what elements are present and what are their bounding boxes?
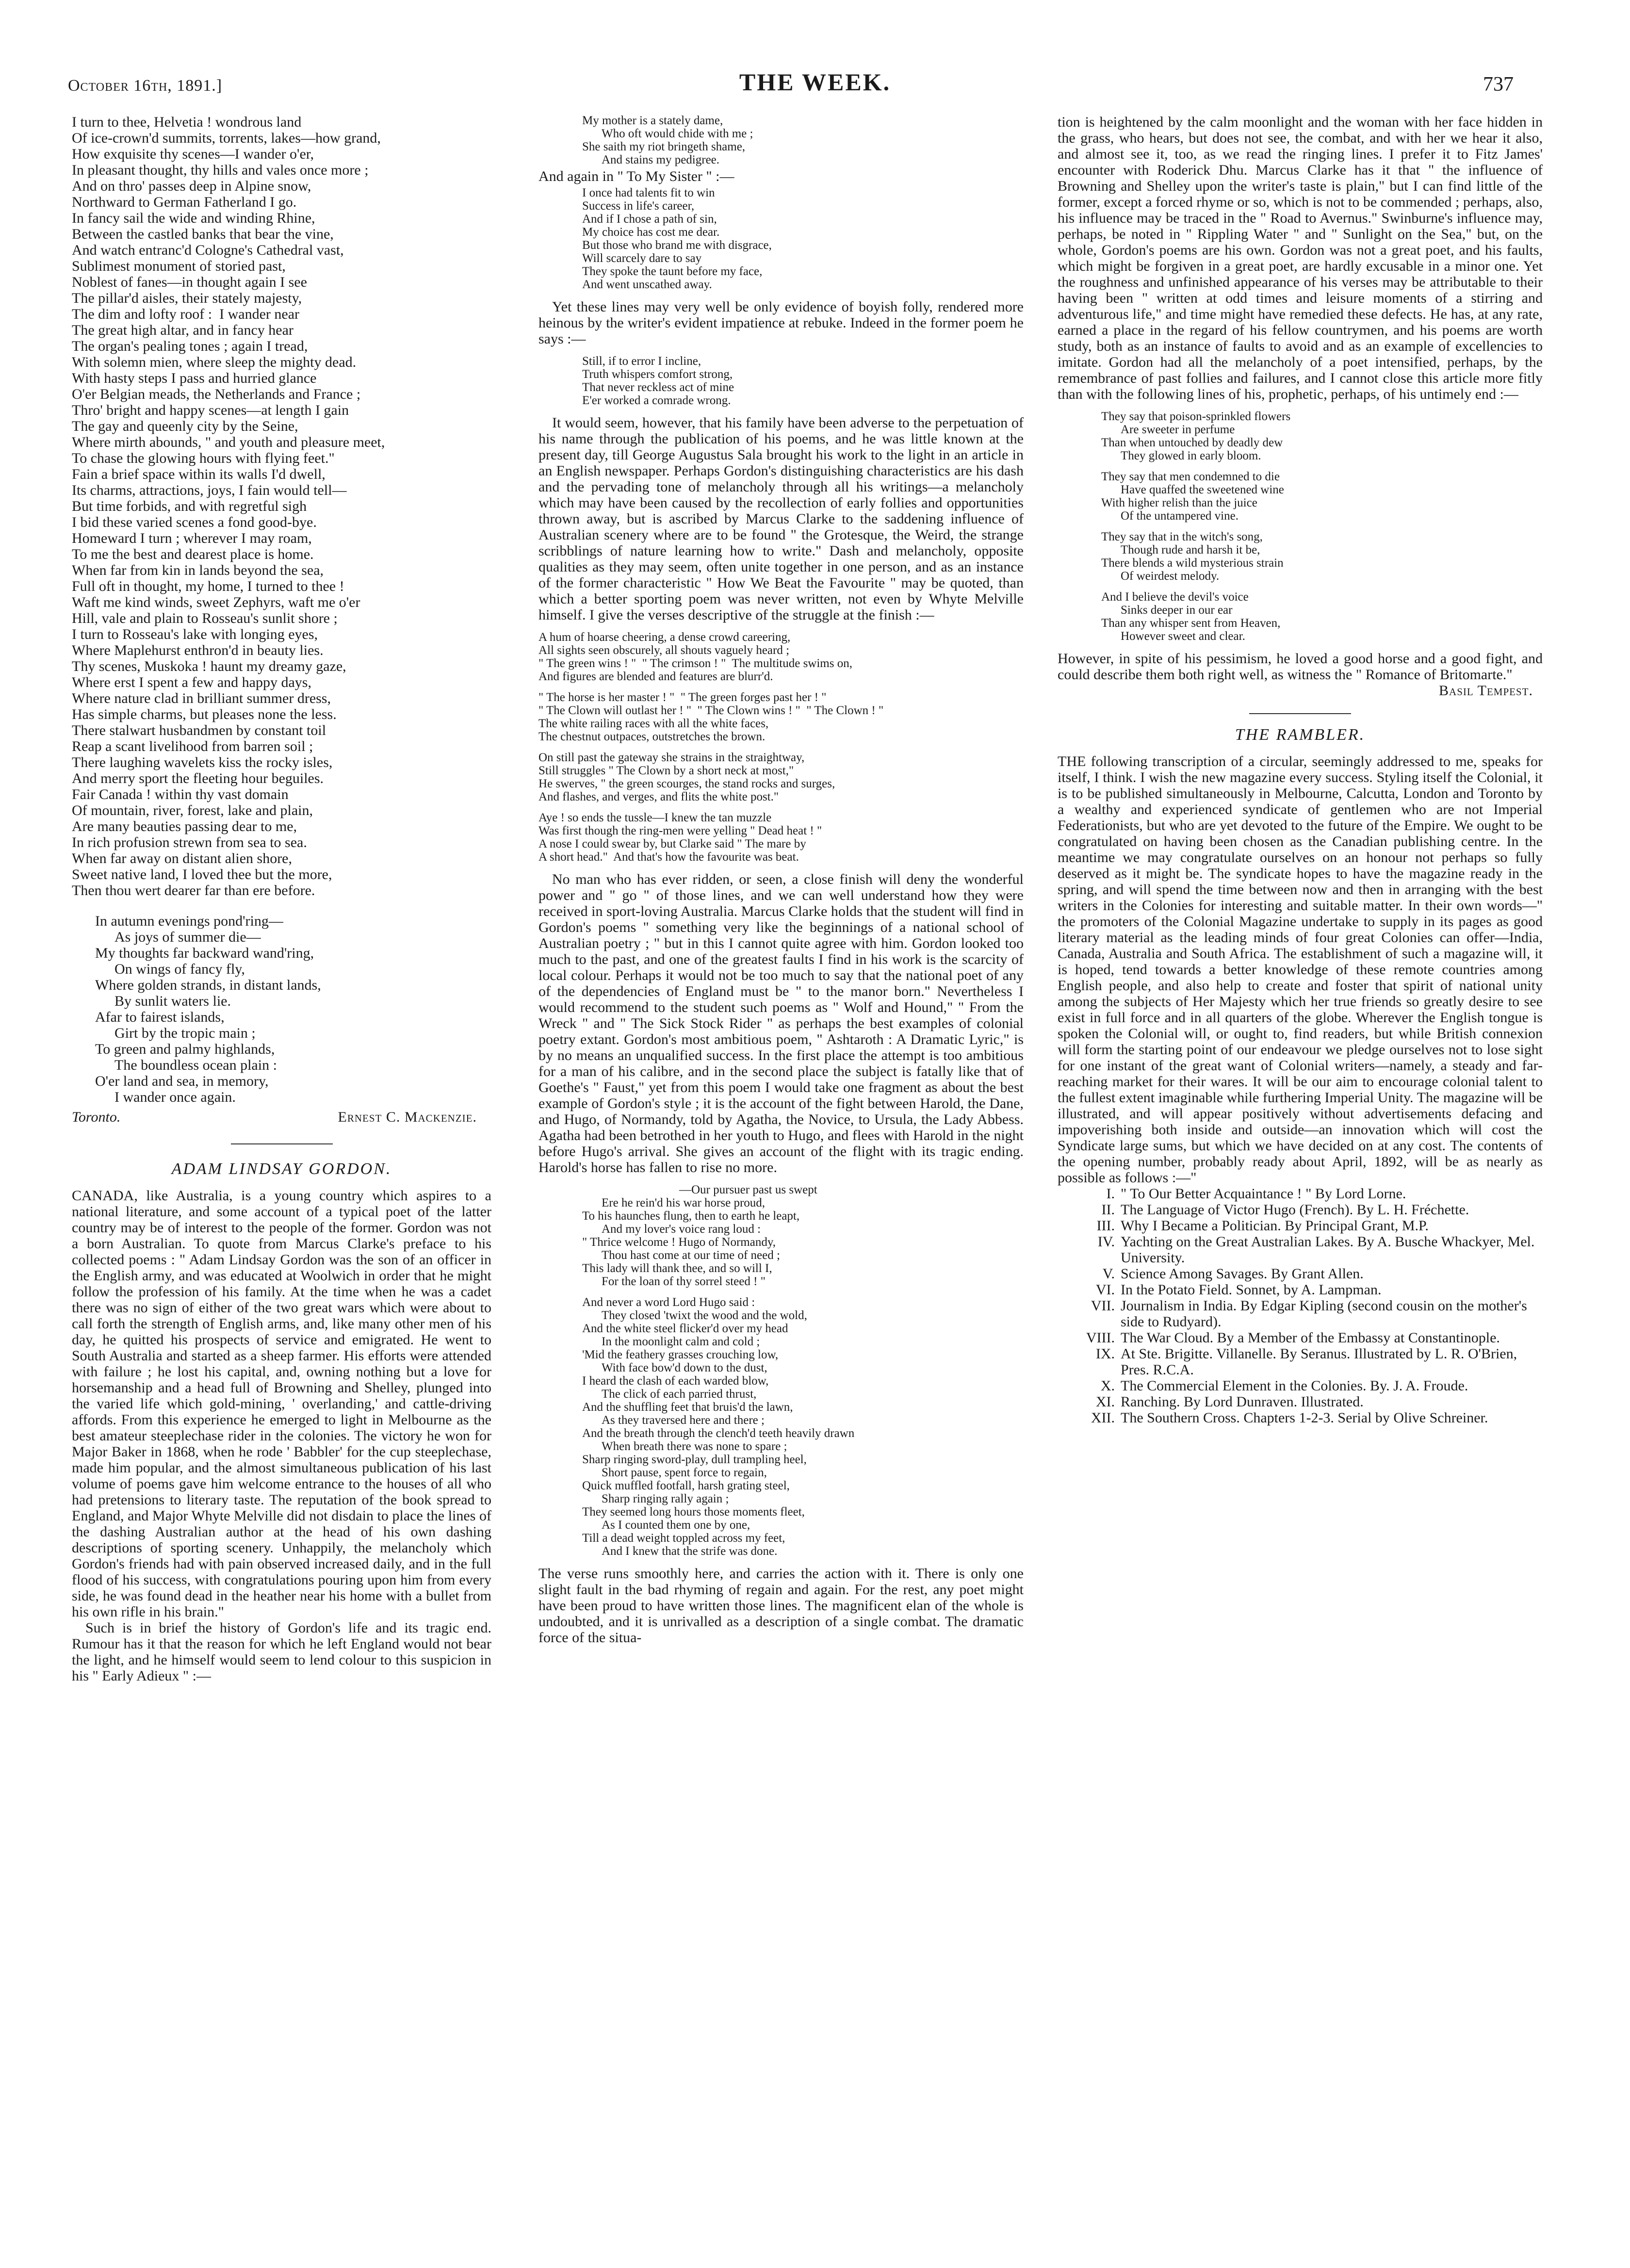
verse-line: Sublimest monument of storied past, <box>72 258 286 274</box>
verse-line: Though rude and harsh it be, <box>1121 543 1260 556</box>
verse-line: They say that poison-sprinkled flowers <box>1101 410 1291 423</box>
verse-line: With hasty steps I pass and hurried glance <box>72 370 317 386</box>
contents-text: Journalism in India. By Edgar Kipling (second cousin on the mother's side to Rudyard). <box>1121 1298 1527 1330</box>
verse-line: O'er Belgian meads, the Netherlands and France ; <box>72 386 361 402</box>
verse-line: By sunlit waters lie. <box>114 993 231 1009</box>
gordon-paragraph-1: CANADA, like Australia, is a young country which aspires to a national literature, and some account of a typical poet of the latter country may be of interest to the people of the former. Gordon was not a born Australian. To quote from Marcus Clarke's preface to his collected poems : " Adam Lindsay Gordon was the son of an officer in the English army, and was educated at Woolwich in order that he might follow the profession of his family. At the time when he was a cadet there was no sign of either of the two great wars which were about to call forth the strength of English arms, and, like many other men of his day, he quitted his prospects of service and emigrated. He went to South Australia and started as a sheep farmer. His efforts were attended with failure ; he lost his capital, and, owning nothing but a love for horsemanship and a head full of Browning and Shelley, plunged into the varied life which gold-mining, ' overlanding,' and cattle-driving affords. From this experience he emerged to light in Melbourne as the best amateur steeplechase rider in the colonies. The victory he won for Major Baker in 1868, when he rode ' Babbler' for the cup steeplechase, made him popular, and the almost simultaneous publication of his last volume of poems gave him welcome entrance to the houses of all who had pretensions to literary taste. The reputation of the book spread to England, and Major Whyte Melville did not disdain to place the lines of the dashing Australian author at the head of his own dashing descriptions of sporting scenery. Unhappily, the melancholy which Gordon's friends had with pain observed increased daily, and in the full flood of his success, with congratulations pouring upon him from every side, he was found dead in the heather near his home with a bullet from his own rifle in his brain." <box>72 1188 491 1620</box>
verse-line: " Thrice welcome ! Hugo of Normandy, <box>582 1236 776 1249</box>
verse-line: Has simple charms, but pleases none the less. <box>72 706 337 722</box>
verse-line: And the shuffling feet that bruis'd the lawn, <box>582 1401 793 1414</box>
contents-number: VII. <box>1091 1298 1115 1314</box>
verse-line: Homeward I turn ; wherever I may roam, <box>72 530 312 546</box>
verse-line: Of weirdest melody. <box>1121 570 1220 583</box>
verse-line: This lady will thank thee, and so will I, <box>582 1262 772 1275</box>
verse-line: And stains my pedigree. <box>602 153 720 166</box>
column-2 <box>538 114 1024 1646</box>
verse-line: With higher relish than the juice <box>1101 496 1257 509</box>
poem-stanza-2 <box>72 913 491 1105</box>
poem-author: Ernest C. Mackenzie. <box>338 1109 477 1125</box>
contents-number: VI. <box>1095 1282 1115 1298</box>
gordon-paragraph-2: Such is in brief the history of Gordon's life and its tragic end. Rumour has it that the reason for which he left England would not bear the light, and he himself would seem to lend colour to this suspicion in his " Early Adieux " :— <box>72 1620 491 1684</box>
verse-line: I turn to thee, Helvetia ! wondrous land <box>72 114 302 130</box>
verse-line: As joys of summer die— <box>114 929 261 945</box>
verse-line: In pleasant thought, thy hills and vales once more ; <box>72 162 369 178</box>
contents-text: " To Our Better Acquaintance ! " By Lord Lorne. <box>1121 1186 1406 1202</box>
contents-text: At Ste. Brigitte. Villanelle. By Seranus. Illustrated by L. R. O'Brien, Pres. R.C.A. <box>1121 1346 1517 1378</box>
verse-line: I wander once again. <box>114 1089 236 1105</box>
quote-flowers-4 <box>1058 590 1543 643</box>
gordon-paragraph-5: No man who has ever ridden, or seen, a close finish will deny the wonderful power and " go " of those lines, and we can well understand how they were received in sport-loving Australia. Marcus Clarke holds that the student will find in Gordon's poems " something very like the beginnings of a national school of Australian poetry ; " but in this I cannot quite agree with him. Gordon looked too much to the past, and one of the greatest faults I find in his work is the scarcity of local colour. Perhaps it would not be too much to say that the national poet of any of the dependencies of England must be " to the manor born." Nevertheless I would recommend to the student such poems as " Wolf and Hound," " From the Wreck " and " The Sick Stock Rider " as perhaps the best examples of colonial poetry extant. Gordon's most ambitious poem, " Ashtaroth : A Dramatic Lyric," is by no means an unqualified success. In the first place the attempt is too ambitious for a man of his calibre, and in the second place the subject is fatally like that of Goethe's " Faust," yet from this poem I would take one fragment as about the best example of Gordon's style ; it is the account of the fight between Harold, the Dane, and Hugo, of Normandy, told by Agatha, the Novice, to Ursula, the Lady Abbess. Agatha had been betrothed in her youth to Hugo, and flees with Harold in the night before Hugo's arrival. She gives an account of the flight with its tragic ending. Harold's horse has fallen to rise no more. <box>538 871 1024 1175</box>
verse-line: Of the untampered vine. <box>1121 509 1239 522</box>
verse-line: And my lover's voice rang loud : <box>602 1223 761 1236</box>
verse-line: All sights seen obscurely, all shouts vaguely heard ; <box>538 644 790 657</box>
verse-line: My thoughts far backward wand'ring, <box>95 945 314 961</box>
verse-line: And I believe the devil's voice <box>1101 590 1249 604</box>
verse-line: The chestnut outpaces, outstretches the brown. <box>538 730 766 743</box>
verse-line: And if I chose a path of sin, <box>582 212 717 226</box>
verse-line: Success in life's career, <box>582 199 695 212</box>
verse-line: O'er land and sea, in memory, <box>95 1073 269 1089</box>
verse-line: As I counted them one by one, <box>602 1518 750 1532</box>
contents-item <box>1058 1394 1543 1410</box>
verse-line: I once had talents fit to win <box>582 186 715 199</box>
gordon-author: Basil Tempest. <box>1439 683 1533 699</box>
verse-line: Sweet native land, I loved thee but the more, <box>72 866 332 882</box>
contents-list <box>1058 1186 1543 1426</box>
verse-line: In the moonlight calm and cold ; <box>602 1335 760 1348</box>
contents-item <box>1058 1266 1543 1282</box>
verse-line: Of mountain, river, forest, lake and plain, <box>72 802 313 818</box>
verse-line: There blends a wild mysterious strain <box>1101 556 1284 570</box>
contents-item <box>1058 1330 1543 1346</box>
section-divider-2 <box>1249 713 1351 714</box>
verse-line: Truth whispers comfort strong, <box>582 368 733 381</box>
verse-line: Afar to fairest islands, <box>95 1009 225 1025</box>
verse-line: Till a dead weight toppled across my feet, <box>582 1532 785 1545</box>
verse-line: Thro' bright and happy scenes—at length I gain <box>72 402 349 418</box>
verse-line: " The horse is her master ! " " The green forges past her ! " <box>538 691 827 704</box>
verse-line: Then thou wert dearer far than ere before. <box>72 882 315 898</box>
verse-line: A short head." And that's how the favourite was beat. <box>538 850 799 864</box>
verse-line: To green and palmy highlands, <box>95 1041 275 1057</box>
verse-line: A hum of hoarse cheering, a dense crowd careering, <box>538 631 791 644</box>
verse-line: Who oft would chide with me ; <box>602 127 753 140</box>
verse-line: There laughing wavelets kiss the rocky isles, <box>72 754 333 770</box>
verse-line: The organ's pealing tones ; again I tread, <box>72 338 308 354</box>
verse-line: For the loan of thy sorrel steed ! " <box>602 1275 766 1288</box>
verse-line: Sharp ringing rally again ; <box>602 1492 729 1505</box>
gordon-heading: ADAM LINDSAY GORDON. <box>171 1160 392 1178</box>
quote-early-adieux <box>538 114 1024 166</box>
contents-item <box>1058 1298 1543 1330</box>
verse-line: And merry sport the fleeting hour beguiles. <box>72 770 324 786</box>
verse-line: Are many beauties passing dear to me, <box>72 818 297 834</box>
verse-line: Still struggles " The Clown by a short neck at most," <box>538 764 794 777</box>
verse-line: But those who brand me with disgrace, <box>582 239 772 252</box>
verse-line: The great high altar, and in fancy hear <box>72 322 293 338</box>
verse-line: Still, if to error I incline, <box>582 355 701 368</box>
verse-line: Its charms, attractions, joys, I fain would tell— <box>72 482 347 498</box>
verse-line: 'Mid the feathery grasses crouching low, <box>582 1348 779 1361</box>
verse-line: On wings of fancy fly, <box>114 961 245 977</box>
verse-line: " The green wins ! " " The crimson ! " The multitude swims on, <box>538 657 852 670</box>
verse-line: Than any whisper sent from Heaven, <box>1101 617 1281 630</box>
verse-line: But time forbids, and with regretful sigh <box>72 498 307 514</box>
column-1 <box>72 114 491 1684</box>
contents-number: V. <box>1102 1266 1115 1282</box>
contents-number: X. <box>1100 1378 1115 1394</box>
verse-line: Thou hast come at our time of need ; <box>602 1249 780 1262</box>
verse-line: On still past the gateway she strains in the straightway, <box>538 751 805 764</box>
verse-line: Thy scenes, Muskoka ! haunt my dreamy gaze, <box>72 658 346 674</box>
verse-line: They seemed long hours those moments fleet, <box>582 1505 805 1518</box>
quote-flowers-3 <box>1058 530 1543 583</box>
quote-ashtaroth-1 <box>538 1183 1024 1288</box>
verse-line: And I knew that the strife was done. <box>602 1545 778 1558</box>
verse-line: She saith my riot bringeth shame, <box>582 140 746 153</box>
verse-line: Full oft in thought, my home, I turned to thee ! <box>72 578 344 594</box>
gordon-paragraph-7: However, in spite of his pessimism, he loved a good horse and a good fight, and could describe them both right well, as witness the " Romance of Britomarte." <box>1058 651 1543 683</box>
verse-line: And watch entranc'd Cologne's Cathedral vast, <box>72 242 344 258</box>
verse-line: The boundless ocean plain : <box>114 1057 277 1073</box>
gordon-paragraph-3: Yet these lines may very well be only evidence of boyish folly, rendered more heinous by the writer's evident impatience at rebuke. Indeed in the former poem he says :— <box>538 299 1024 347</box>
contents-number: IX. <box>1095 1346 1115 1362</box>
poem-place: Toronto. <box>72 1109 121 1125</box>
quote-comrade <box>538 355 1024 407</box>
verse-line: Are sweeter in perfume <box>1121 423 1235 436</box>
verse-line: Short pause, spent force to regain, <box>602 1466 767 1479</box>
verse-line: That never reckless act of mine <box>582 381 734 394</box>
issue-date: October 16th, 1891.] <box>68 77 223 95</box>
verse-line: In rich profusion strewn from sea to sea. <box>72 834 307 850</box>
verse-line: They glowed in early bloom. <box>1121 449 1261 462</box>
verse-line: Where golden strands, in distant lands, <box>95 977 321 993</box>
verse-line: With face bow'd down to the dust, <box>602 1361 767 1374</box>
verse-line: And the breath through the clench'd teeth heavily drawn <box>582 1427 855 1440</box>
verse-line: When far from kin in lands beyond the sea, <box>72 562 324 578</box>
verse-line: The pillar'd aisles, their stately majesty, <box>72 290 302 306</box>
gordon-paragraph-6: The verse runs smoothly here, and carries the action with it. There is only one slight fault in the bad rhyming of regain and again. For the rest, any poet might have been proud to have written those lines. The magnificent elan of the whole is undoubted, and it is unrivalled as a description of a single combat. The dramatic force of the situa- <box>538 1566 1024 1646</box>
verse-line: And never a word Lord Hugo said : <box>582 1296 755 1309</box>
contents-item <box>1058 1346 1543 1378</box>
contents-number: I. <box>1106 1186 1115 1202</box>
verse-line: However sweet and clear. <box>1121 630 1245 643</box>
contents-text: The Commercial Element in the Colonies. By. J. A. Froude. <box>1121 1378 1468 1394</box>
verse-line: Hill, vale and plain to Rosseau's sunlit shore ; <box>72 610 338 626</box>
contents-number: III. <box>1096 1218 1115 1234</box>
verse-line: Where Maplehurst enthron'd in beauty lies. <box>72 642 324 658</box>
verse-line: Sinks deeper in our ear <box>1121 604 1233 617</box>
verse-line: My choice has cost me dear. <box>582 226 720 239</box>
verse-line: And flashes, and verges, and flits the white post." <box>538 790 779 803</box>
contents-item <box>1058 1378 1543 1394</box>
verse-line: Where nature clad in brilliant summer dress, <box>72 690 331 706</box>
contents-text: The Southern Cross. Chapters 1-2-3. Serial by Olive Schreiner. <box>1121 1410 1488 1426</box>
quote-to-my-sister <box>538 186 1024 291</box>
verse-line: They say that men condemned to die <box>1101 470 1280 483</box>
verse-line: They spoke the taunt before my face, <box>582 265 763 278</box>
verse-line: My mother is a stately dame, <box>582 114 723 127</box>
verse-line: Where mirth abounds, " and youth and pleasure meet, <box>72 434 385 450</box>
verse-line: In autumn evenings pond'ring— <box>95 913 283 929</box>
verse-line: Fain a brief space within its walls I'd dwell, <box>72 466 326 482</box>
verse-line: He swerves, " the green scourges, the stand rocks and surges, <box>538 777 835 790</box>
verse-line: I heard the clash of each warded blow, <box>582 1374 769 1387</box>
contents-number: XI. <box>1095 1394 1115 1410</box>
verse-line: Where erst I spent a few and happy days, <box>72 674 311 690</box>
verse-line: Aye ! so ends the tussle—I knew the tan muzzle <box>538 811 772 824</box>
contents-text: The Language of Victor Hugo (French). By L. H. Fréchette. <box>1121 1202 1469 1218</box>
verse-line: They say that in the witch's song, <box>1101 530 1263 543</box>
verse-line: Noblest of fanes—in thought again I see <box>72 274 307 290</box>
verse-line: Than when untouched by deadly dew <box>1101 436 1283 449</box>
verse-line: Will scarcely dare to say <box>582 252 702 265</box>
verse-line: The dim and lofty roof : I wander near <box>72 306 299 322</box>
masthead-title: THE WEEK. <box>739 68 891 96</box>
contents-number: IV. <box>1097 1234 1115 1250</box>
quote-flowers-2 <box>1058 470 1543 522</box>
verse-line: The gay and queenly city by the Seine, <box>72 418 298 434</box>
verse-line: Waft me kind winds, sweet Zephyrs, waft me o'er <box>72 594 360 610</box>
contents-text: Ranching. By Lord Dunraven. Illustrated. <box>1121 1394 1364 1410</box>
verse-line: As they traversed here and there ; <box>602 1414 765 1427</box>
quote-favourite-1 <box>538 631 1024 683</box>
contents-item <box>1058 1234 1543 1266</box>
verse-line: And went unscathed away. <box>582 278 712 291</box>
contents-text: The War Cloud. By a Member of the Embassy at Constantinople. <box>1121 1330 1500 1346</box>
column-3 <box>1058 114 1543 1426</box>
contents-text: In the Potato Field. Sonnet, by A. Lampman. <box>1121 1282 1382 1298</box>
quote-flowers-1 <box>1058 410 1543 462</box>
verse-line: The click of each parried thrust, <box>602 1387 757 1401</box>
verse-line: Between the castled banks that bear the vine, <box>72 226 334 242</box>
contents-item <box>1058 1218 1543 1234</box>
quote-ashtaroth-2 <box>538 1296 1024 1558</box>
quote-favourite-2 <box>538 691 1024 743</box>
verse-line: Was first though the ring-men were yelling " Dead heat ! " <box>538 824 822 837</box>
verse-line: The white railing races with all the white faces, <box>538 717 769 730</box>
verse-line: When far away on distant alien shore, <box>72 850 292 866</box>
verse-line: And the white steel flicker'd over my head <box>582 1322 788 1335</box>
verse-line: In fancy sail the wide and winding Rhine, <box>72 210 315 226</box>
verse-line: To his haunches flung, then to earth he leapt, <box>582 1209 800 1223</box>
contents-item <box>1058 1186 1543 1202</box>
quote-favourite-3 <box>538 751 1024 803</box>
rambler-paragraph: THE following transcription of a circular, seemingly addressed to me, speaks for itself, I think. I wish the new magazine every success. Styling itself the Colonial, it is to be published simultaneously in Melbourne, Calcutta, London and Toronto by a wealthy and experienced syndicate of gentlemen who are not Imperial Federationists, but who are yet devoted to the future of the Empire. We ought to be congratulated on having been chosen as the Canadian publishing centre. In the meantime we may congratulate ourselves on an honour not perhaps so fully deserved as it might be. The syndicate hopes to have the magazine ready in the spring, and will spend the time between now and then in arranging with the best writers in the Colonies for interesting and suitable matter. In their own words—" the promoters of the Colonial Magazine undertake to supply in its pages as good literary material as the leading minds of four great Colonies can offer—India, Canada, Australia and South Africa. The establishment of such a magazine will, it is hoped, tend towards a better knowledge of these remote countries among English people, and also help to create and foster that spirit of national unity among the subjects of Her Majesty which her true friends so greatly desire to see exist in full force and in all quarters of the globe. Wherever the English tongue is spoken the Colonial will, or ought to, find readers, but while British connexion will form the starting point of our endeavour we pledge ourselves not to lose sight for one instant of the great want of Colonial writers—namely, a steady and far-reaching market for their wares. It will be our aim to encourage colonial talent to the fullest extent imaginable while furthering Imperial Unity. The magazine will be illustrated, and will appear positively without advertisements defacing and impoverishing both inside and outside—an innovation which will cost the Syndicate large sums, but which we have decided on at any cost. The contents of the opening number, probably ready about April, 1892, will be as nearly as possible as follows :—" <box>1058 753 1543 1186</box>
contents-number: XII. <box>1091 1410 1115 1426</box>
page-number: 737 <box>1483 73 1514 96</box>
verse-line: To me the best and dearest place is home. <box>72 546 314 562</box>
verse-line: How exquisite thy scenes—I wander o'er, <box>72 146 314 162</box>
to-my-sister-intro: And again in " To My Sister " :— <box>538 168 734 184</box>
verse-line: Northward to German Fatherland I go. <box>72 194 297 210</box>
contents-text: Yachting on the Great Australian Lakes. By A. Busche Whackyer, Mel. University. <box>1121 1234 1535 1266</box>
gordon-paragraph-4: It would seem, however, that his family have been adverse to the perpetuation of his name through the publication of his poems, and he was little known at the present day, till George Augustus Sala brought his work to the light in an article in an English newspaper. Perhaps Gordon's distinguishing characteristics are his dash and the pervading tone of melancholy through all his writings—a melancholy which may have been caused by the recollection of early follies and opportunities thrown away, but is ascribed by Marcus Clarke to the saddening influence of Australian scenery where are to be found " the Grotesque, the Weird, the strange scribblings of nature learning how to write." Dash and melancholy, opposite qualities as they may seem, often unite together in one person, and as an instance of the former characteristic " How We Beat the Favourite " may be quoted, than which a better sporting poem was never written, not even by Whyte Melville himself. I give the verses descriptive of the struggle at the finish :— <box>538 415 1024 623</box>
contents-item <box>1058 1410 1543 1426</box>
verse-line: Quick muffled footfall, harsh grating steel, <box>582 1479 790 1492</box>
verse-line: Reap a scant livelihood from barren soil ; <box>72 738 313 754</box>
verse-line: A nose I could swear by, but Clarke said " The mare by <box>538 837 806 850</box>
verse-line: Girt by the tropic main ; <box>114 1025 256 1041</box>
verse-line: Ere he rein'd his war horse proud, <box>602 1196 766 1209</box>
contents-number: II. <box>1101 1202 1115 1218</box>
verse-line: Fair Canada ! within thy vast domain <box>72 786 289 802</box>
verse-line: To chase the glowing hours with flying feet." <box>72 450 335 466</box>
contents-text: Science Among Savages. By Grant Allen. <box>1121 1266 1364 1282</box>
verse-line: When breath there was none to spare ; <box>602 1440 787 1453</box>
gordon-paragraph-6-continued: tion is heightened by the calm moonlight and the woman with her face hidden in the grass, who hears, but does not see, the combat, and with her we hear it also, and almost see it, too, as we read the ringing lines. I prefer it to Fitz James' encounter with Roderick Dhu. Marcus Clarke has it that " the influence of Browning and Shelley upon the writer's taste is plain," but I can find little of the former, except a forced rhyme or so, which is not to be commended ; perhaps, also, his influence may be traced in the " Road to Avernus." Swinburne's influence may, perhaps, be noted in " Rippling Water " and " Sunlight on the Sea," but, on the whole, Gordon's poems are his own. Gordon was not a great poet, and his faults, which might be forgiven in a great poet, are hardly excusable in a minor one. Yet the roughness and unfinished appearance of his verses may be attributable to their having been " written at odd times and leisure moments of a stirring and adventurous life," and time might have remedied these defects. He has, at any rate, earned a place in the regard of his fellow countrymen, and his poems are worth study, both as an instance of faults to avoid and as an example of excellencies to imitate. Gordon had all the melancholy of a poet intensified, perhaps, by the remembrance of past follies and failures, and I cannot close this article more fitly than with the following lines of his, prophetic, perhaps, of his untimely end :— <box>1058 114 1543 402</box>
poem-signature <box>72 1109 491 1125</box>
poem-stanza-1 <box>72 114 491 898</box>
verse-line: Have quaffed the sweetened wine <box>1121 483 1284 496</box>
contents-item <box>1058 1282 1543 1298</box>
verse-line: I bid these varied scenes a fond good-bye. <box>72 514 317 530</box>
section-divider <box>231 1143 333 1144</box>
contents-item <box>1058 1202 1543 1218</box>
verse-line: And figures are blended and features are blurr'd. <box>538 670 773 683</box>
verse-line: " The Clown will outlast her ! " " The Clown wins ! " " The Clown ! " <box>538 704 884 717</box>
contents-text: Why I Became a Politician. By Principal Grant, M.P. <box>1121 1218 1429 1234</box>
verse-line: —Our pursuer past us swept <box>679 1183 817 1196</box>
verse-line: There stalwart husbandmen by constant toil <box>72 722 326 738</box>
verse-line: With solemn mien, where sleep the mighty dead. <box>72 354 357 370</box>
verse-line: Sharp ringing sword-play, dull trampling heel, <box>582 1453 807 1466</box>
contents-number: VIII. <box>1086 1330 1115 1346</box>
verse-line: I turn to Rosseau's lake with longing eyes, <box>72 626 318 642</box>
quote-favourite-4 <box>538 811 1024 864</box>
verse-line: And on thro' passes deep in Alpine snow, <box>72 178 311 194</box>
verse-line: They closed 'twixt the wood and the wold, <box>602 1309 807 1322</box>
verse-line: Of ice-crown'd summits, torrents, lakes—how grand, <box>72 130 381 146</box>
rambler-heading: THE RAMBLER. <box>1235 726 1366 744</box>
verse-line: E'er worked a comrade wrong. <box>582 394 731 407</box>
